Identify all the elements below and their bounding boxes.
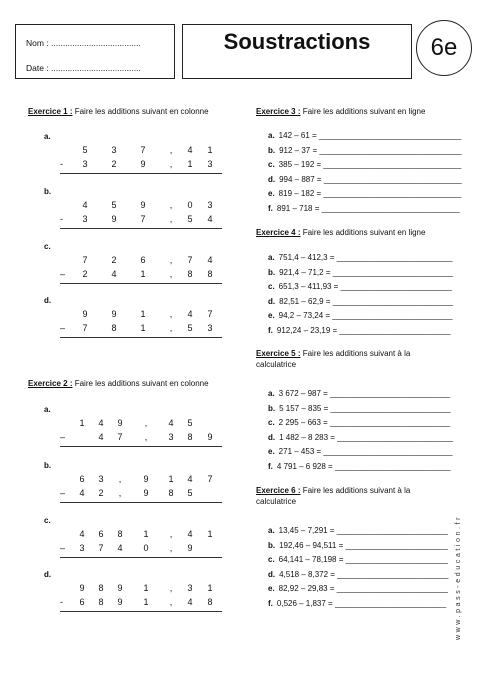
ex5-item-4-label: e. xyxy=(268,447,275,457)
ex2-item-1-bottom-digit: 4 xyxy=(79,488,85,498)
ex1-item-1-top-digit: , xyxy=(169,200,173,210)
ex4-item-4-expression: 94,2 – 73,24 = ___________________________ xyxy=(278,311,453,321)
ex3-item-2-expression: 385 – 192 = _______________________________ xyxy=(278,160,462,170)
ex2-item-0-bottom-digit: 9 xyxy=(207,432,213,442)
ex2-item-2-top-digit: 1 xyxy=(143,529,149,539)
ex6-item-1[interactable] xyxy=(268,541,448,550)
ex6-item-2-label: c. xyxy=(268,555,275,565)
title-box xyxy=(182,24,412,79)
ex1-item-3-bottom-digit: , xyxy=(169,323,173,333)
ex1-item-2-bottom-digit: 1 xyxy=(140,269,146,279)
ex3-item-3[interactable] xyxy=(268,175,462,184)
ex1-item-3-top-digit: 9 xyxy=(111,309,117,319)
ex1-item-3-bottom-digit: 1 xyxy=(140,323,146,333)
ex1-item-3-result-line xyxy=(60,337,222,338)
ex1-item-3-top-digit: 9 xyxy=(82,309,88,319)
ex5-item-2[interactable] xyxy=(268,418,450,427)
ex6-item-1-expression: 192,46 – 94,511 = _______________________ xyxy=(279,540,448,550)
ex1-item-3-top-digit: , xyxy=(169,309,173,319)
ex5-item-1-expression: 5 157 – 835 = ___________________________ xyxy=(279,403,451,413)
ex1-item-3-top-digit: 4 xyxy=(187,309,193,319)
ex2-item-2-top-digit: 6 xyxy=(98,529,104,539)
ex5-item-0-label: a. xyxy=(268,389,275,398)
ex6-item-0[interactable] xyxy=(268,526,448,535)
ex3-item-3-label: d. xyxy=(268,174,276,184)
ex2-item-1-label: b. xyxy=(44,461,52,470)
ex4-item-0-expression: 751,4 – 412,3 = __________________________ xyxy=(278,253,453,262)
ex1-item-1-bottom-digit: 5 xyxy=(187,214,193,224)
ex1-item-3-top-digit: 1 xyxy=(140,309,146,319)
ex1-item-3-bottom-digit: 7 xyxy=(82,323,88,333)
ex1-item-0-top-digit: 3 xyxy=(111,145,117,155)
ex5-item-1[interactable] xyxy=(268,404,451,413)
ex2-item-0-top-digit: , xyxy=(144,418,148,428)
ex1-item-2-top-digit: , xyxy=(169,255,173,265)
ex3-item-2[interactable] xyxy=(268,160,461,169)
ex1-item-0-bottom-digit: 3 xyxy=(207,159,213,169)
exercise-1-instruction: Faire les additions suivant en colonne xyxy=(72,107,209,116)
ex2-item-0-bottom-digit: , xyxy=(144,432,148,442)
ex2-item-3-minus-sign: - xyxy=(60,597,63,607)
ex2-item-2-minus-sign: – xyxy=(60,543,66,553)
ex3-item-0[interactable] xyxy=(268,131,461,140)
ex6-item-5[interactable] xyxy=(268,599,446,608)
ex2-item-3-top-digit: 3 xyxy=(187,583,193,593)
name-date-box xyxy=(15,24,175,79)
ex4-item-0[interactable] xyxy=(268,253,452,262)
ex1-item-1-minus-sign: - xyxy=(60,214,63,224)
ex2-item-3-result-line xyxy=(60,611,222,612)
exercise-3-title xyxy=(256,106,425,117)
ex2-item-3-top-digit: 8 xyxy=(98,583,104,593)
ex2-item-0-result-line xyxy=(60,446,222,447)
ex3-item-3-expression: 994 – 887 = _______________________________ xyxy=(279,174,462,184)
ex2-item-0-top-digit: 4 xyxy=(168,418,174,428)
exercise-5-instruction-cont: calculatrice xyxy=(256,360,297,369)
ex2-item-3-top-digit: , xyxy=(169,583,173,593)
ex6-item-4[interactable] xyxy=(268,584,448,593)
ex2-item-1-bottom-digit: 2 xyxy=(98,488,104,498)
ex1-item-0-top-digit: , xyxy=(169,145,173,155)
ex2-item-2-top-digit: 1 xyxy=(207,529,213,539)
exercise-6-title xyxy=(256,485,410,507)
ex4-item-3[interactable] xyxy=(268,297,453,306)
ex2-item-1-top-digit: 4 xyxy=(187,474,193,484)
ex2-item-3-top-digit: 1 xyxy=(143,583,149,593)
level-badge xyxy=(416,20,472,76)
ex2-item-0-bottom-digit: 8 xyxy=(187,432,193,442)
ex4-item-2-label: c. xyxy=(268,282,275,292)
ex5-item-5-label: f. xyxy=(268,462,273,471)
ex1-item-1-top-digit: 4 xyxy=(82,200,88,210)
ex1-item-0-bottom-digit: 3 xyxy=(82,159,88,169)
ex2-item-0-minus-sign: – xyxy=(60,432,66,442)
ex1-item-0-bottom-digit: 1 xyxy=(187,159,193,169)
ex1-item-1-bottom-digit: 4 xyxy=(207,214,213,224)
ex2-item-1-top-digit: 6 xyxy=(79,474,85,484)
ex2-item-3-bottom-digit: 9 xyxy=(117,597,123,607)
ex4-item-5-label: f. xyxy=(268,326,273,335)
ex2-item-3-label: d. xyxy=(44,570,52,579)
ex1-item-1-bottom-digit: 3 xyxy=(82,214,88,224)
ex2-item-2-bottom-digit: 4 xyxy=(117,543,123,553)
ex2-item-2-bottom-digit: 3 xyxy=(79,543,85,553)
ex2-item-0-bottom-digit: 7 xyxy=(117,432,123,442)
ex2-item-1-bottom-digit: , xyxy=(118,488,122,498)
ex2-item-1-result-line xyxy=(60,502,222,503)
ex1-item-2-result-line xyxy=(60,283,222,284)
ex4-item-2-expression: 651,3 – 411,93 = _________________________ xyxy=(278,282,452,292)
level-label: 6e xyxy=(430,34,458,61)
ex6-item-0-expression: 13,45 – 7,291 = _________________________ xyxy=(278,526,448,535)
ex3-item-1-expression: 912 – 37 = ________________________________ xyxy=(279,145,462,155)
ex2-item-0-top-digit: 9 xyxy=(117,418,123,428)
ex4-item-2[interactable] xyxy=(268,282,452,291)
ex5-item-5-expression: 4 791 – 6 928 = __________________________ xyxy=(276,462,451,471)
ex4-item-1-expression: 921,4 – 71,2 = ___________________________ xyxy=(279,267,453,277)
ex1-item-3-top-digit: 7 xyxy=(207,309,213,319)
ex5-item-4-expression: 271 – 453 = _____________________________ xyxy=(278,447,453,457)
ex2-item-3-bottom-digit: 8 xyxy=(207,597,213,607)
exercise-5-number: Exercice 5 : xyxy=(256,349,301,358)
ex3-item-0-label: a. xyxy=(268,131,275,140)
ex2-item-3-bottom-digit: 6 xyxy=(79,597,85,607)
ex5-item-0-expression: 3 672 – 987 = ___________________________ xyxy=(278,389,451,398)
ex3-item-5-label: f. xyxy=(268,204,273,213)
ex1-item-0-result-line xyxy=(60,173,222,174)
ex6-item-2[interactable] xyxy=(268,555,448,564)
ex1-item-2-minus-sign: – xyxy=(60,269,66,279)
ex4-item-3-label: d. xyxy=(268,296,276,306)
exercise-6-number: Exercice 6 : xyxy=(256,486,301,495)
ex1-item-2-bottom-digit: 4 xyxy=(111,269,117,279)
ex3-item-0-expression: 142 – 61 = ________________________________ xyxy=(278,131,462,140)
ex1-item-1-top-digit: 9 xyxy=(140,200,146,210)
ex4-item-5-expression: 912,24 – 23,19 = _________________________ xyxy=(276,326,451,335)
ex6-item-5-label: f. xyxy=(268,599,273,608)
ex2-item-2-bottom-digit: 9 xyxy=(187,543,193,553)
ex1-item-2-top-digit: 6 xyxy=(140,255,146,265)
exercise-5-instruction: Faire les additions suivant à la xyxy=(300,349,411,358)
exercise-4-number: Exercice 4 : xyxy=(256,228,301,237)
ex1-item-3-bottom-digit: 8 xyxy=(111,323,117,333)
ex6-item-1-label: b. xyxy=(268,540,276,550)
ex1-item-1-top-digit: 0 xyxy=(187,200,193,210)
ex2-item-3-top-digit: 9 xyxy=(79,583,85,593)
ex1-item-1-result-line xyxy=(60,228,222,229)
ex1-item-2-bottom-digit: 2 xyxy=(82,269,88,279)
ex3-item-4-expression: 819 – 182 = _______________________________ xyxy=(278,189,462,199)
ex2-item-3-bottom-digit: 4 xyxy=(187,597,193,607)
ex3-item-5[interactable] xyxy=(268,204,460,213)
ex1-item-3-bottom-digit: 5 xyxy=(187,323,193,333)
exercise-2-number: Exercice 2 : xyxy=(28,379,73,388)
ex1-item-0-minus-sign: - xyxy=(60,159,63,169)
ex2-item-0-label: a. xyxy=(44,405,51,414)
ex1-item-1-bottom-digit: 9 xyxy=(111,214,117,224)
ex3-item-2-label: c. xyxy=(268,160,275,170)
ex2-item-2-bottom-digit: 7 xyxy=(98,543,104,553)
ex2-item-1-top-digit: 1 xyxy=(168,474,174,484)
ex2-item-2-top-digit: , xyxy=(169,529,173,539)
ex2-item-2-label: c. xyxy=(44,516,51,525)
ex5-item-1-label: b. xyxy=(268,403,276,413)
ex2-item-1-bottom-digit: 8 xyxy=(168,488,174,498)
ex6-item-4-label: e. xyxy=(268,584,275,594)
ex1-item-0-bottom-digit: 2 xyxy=(111,159,117,169)
ex1-item-1-bottom-digit: 7 xyxy=(140,214,146,224)
ex2-item-2-bottom-digit: , xyxy=(169,543,173,553)
ex5-item-5[interactable] xyxy=(268,462,451,471)
ex2-item-1-top-digit: , xyxy=(118,474,122,484)
ex6-item-5-expression: 0,526 – 1,837 = _________________________ xyxy=(276,599,447,608)
ex6-item-3-expression: 4,518 – 8,372 = _________________________ xyxy=(279,569,449,579)
ex1-item-2-top-digit: 7 xyxy=(82,255,88,265)
ex4-item-4-label: e. xyxy=(268,311,275,321)
ex4-item-3-expression: 82,51 – 62,9 = ___________________________ xyxy=(279,296,453,306)
ex3-item-1-label: b. xyxy=(268,145,276,155)
ex1-item-2-top-digit: 7 xyxy=(187,255,193,265)
ex2-item-3-top-digit: 1 xyxy=(207,583,213,593)
ex2-item-0-bottom-digit: 4 xyxy=(98,432,104,442)
ex1-item-2-top-digit: 2 xyxy=(111,255,117,265)
ex2-item-0-top-digit: 1 xyxy=(79,418,85,428)
ex6-item-3[interactable] xyxy=(268,570,448,579)
ex1-item-0-top-digit: 5 xyxy=(82,145,88,155)
date-field[interactable]: Date : ...................................... xyxy=(26,63,141,73)
ex5-item-0[interactable] xyxy=(268,389,450,398)
watermark: www.pass-education.fr xyxy=(455,514,462,640)
ex2-item-2-bottom-digit: 0 xyxy=(143,543,149,553)
exercise-4-title xyxy=(256,227,425,238)
ex6-item-3-label: d. xyxy=(268,569,276,579)
ex6-item-0-label: a. xyxy=(268,526,275,535)
exercise-5-title xyxy=(256,348,410,370)
ex4-item-1-label: b. xyxy=(268,267,276,277)
ex1-item-1-bottom-digit: , xyxy=(169,214,173,224)
ex1-item-2-bottom-digit: 8 xyxy=(187,269,193,279)
ex2-item-2-result-line xyxy=(60,557,222,558)
exercise-2-title xyxy=(28,378,209,389)
ex1-item-1-top-digit: 3 xyxy=(207,200,213,210)
ex5-item-3-label: d. xyxy=(268,432,276,442)
ex2-item-3-bottom-digit: 8 xyxy=(98,597,104,607)
exercise-6-instruction-cont: calculatrice xyxy=(256,497,297,506)
ex3-item-4[interactable] xyxy=(268,189,461,198)
ex6-item-2-expression: 64,141 – 78,198 = _______________________ xyxy=(278,555,448,565)
ex1-item-2-label: c. xyxy=(44,242,51,251)
ex2-item-1-top-digit: 3 xyxy=(98,474,104,484)
ex1-item-0-bottom-digit: 9 xyxy=(140,159,146,169)
ex1-item-2-top-digit: 4 xyxy=(207,255,213,265)
exercise-1-number: Exercice 1 : xyxy=(28,107,73,116)
ex2-item-2-top-digit: 8 xyxy=(117,529,123,539)
ex2-item-1-bottom-digit: 5 xyxy=(187,488,193,498)
page-title: Soustractions xyxy=(223,29,371,54)
ex4-item-0-label: a. xyxy=(268,253,275,262)
ex6-item-4-expression: 82,92 – 29,83 = _________________________ xyxy=(278,584,448,594)
ex3-item-4-label: e. xyxy=(268,189,275,199)
ex1-item-3-bottom-digit: 3 xyxy=(207,323,213,333)
ex1-item-3-label: d. xyxy=(44,296,52,305)
ex2-item-0-top-digit: 5 xyxy=(187,418,193,428)
ex1-item-2-bottom-digit: 8 xyxy=(207,269,213,279)
ex1-item-0-top-digit: 1 xyxy=(207,145,213,155)
ex1-item-0-top-digit: 4 xyxy=(187,145,193,155)
ex2-item-1-top-digit: 9 xyxy=(143,474,149,484)
exercise-2-instruction: Faire les additions suivant en colonne xyxy=(72,379,209,388)
exercise-4-instruction: Faire les additions suivant en ligne xyxy=(300,228,426,237)
ex2-item-2-top-digit: 4 xyxy=(79,529,85,539)
ex4-item-5[interactable] xyxy=(268,326,451,335)
ex2-item-3-bottom-digit: 1 xyxy=(143,597,149,607)
ex1-item-0-label: a. xyxy=(44,132,51,141)
ex5-item-2-label: c. xyxy=(268,418,275,428)
ex2-item-3-top-digit: 9 xyxy=(117,583,123,593)
ex4-item-4[interactable] xyxy=(268,311,452,320)
ex3-item-5-expression: 891 – 718 = _______________________________ xyxy=(276,204,460,213)
ex5-item-2-expression: 2 295 – 663 = ___________________________ xyxy=(278,418,451,428)
ex2-item-1-bottom-digit: 9 xyxy=(143,488,149,498)
ex2-item-2-top-digit: 4 xyxy=(187,529,193,539)
ex4-item-1[interactable] xyxy=(268,268,453,277)
exercise-6-instruction: Faire les additions suivant à la xyxy=(300,486,411,495)
ex5-item-3-expression: 1 482 – 8 283 = __________________________ xyxy=(279,432,453,442)
ex1-item-0-top-digit: 7 xyxy=(140,145,146,155)
ex1-item-1-label: b. xyxy=(44,187,52,196)
ex2-item-1-top-digit: 7 xyxy=(207,474,213,484)
ex3-item-1[interactable] xyxy=(268,146,462,155)
ex1-item-2-bottom-digit: , xyxy=(169,269,173,279)
ex5-item-4[interactable] xyxy=(268,447,452,456)
name-field[interactable]: Nom : ...................................... xyxy=(26,38,141,48)
ex2-item-3-bottom-digit: , xyxy=(169,597,173,607)
ex2-item-1-minus-sign: – xyxy=(60,488,66,498)
exercise-3-number: Exercice 3 : xyxy=(256,107,301,116)
ex2-item-0-top-digit: 4 xyxy=(98,418,104,428)
ex1-item-0-bottom-digit: , xyxy=(169,159,173,169)
exercise-3-instruction: Faire les additions suivant en ligne xyxy=(300,107,426,116)
ex1-item-1-top-digit: 5 xyxy=(111,200,117,210)
ex1-item-3-minus-sign: – xyxy=(60,323,66,333)
ex2-item-0-bottom-digit: 3 xyxy=(168,432,174,442)
exercise-1-title xyxy=(28,106,209,117)
ex5-item-3[interactable] xyxy=(268,433,453,442)
